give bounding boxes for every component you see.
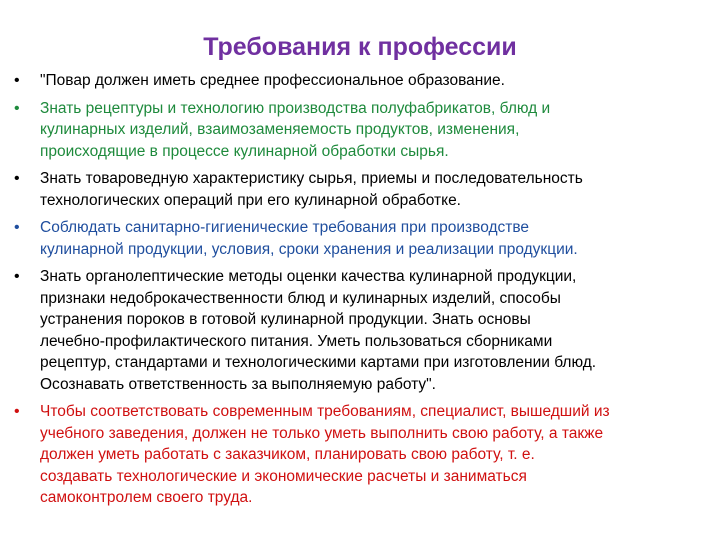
bullet-text: Соблюдать санитарно-гигиенические требования при производстве кулинарной продукции, условия, сроки хранения и реализации продукции.: [40, 219, 578, 258]
bullet-dot-icon: •: [14, 170, 20, 187]
bullet-item: [14, 217, 714, 260]
bullet-list: [14, 70, 714, 515]
bullet-dot-icon: •: [14, 99, 20, 117]
slide-title: Требования к профессии: [203, 33, 517, 61]
bullet-item: [14, 168, 714, 211]
bullet-dot-icon: •: [14, 72, 20, 89]
bullet-dot-icon: •: [14, 403, 20, 420]
bullet-dot-icon: •: [14, 219, 20, 236]
bullet-text: Знать органолептические методы оценки качества кулинарной продукции, признаки недоброкачественности блюд и кулинарных изделий, способы устранения пороков в готовой кулинарной продукции. Знать основы лечебно-профилактического питания. Уметь пользоваться сборниками рецептур, стандартами и технологическими картами при изготовлении блюд. Осознавать ответственность за выполняемую работу".: [40, 268, 597, 393]
bullet-dot-icon: •: [14, 268, 20, 285]
bullet-item: [14, 266, 714, 395]
bullet-item: [14, 401, 714, 509]
bullet-item: [14, 98, 714, 163]
bullet-text: Знать товароведную характеристику сырья, приемы и последовательность технологических операций при его кулинарной обработке.: [40, 170, 583, 209]
bullet-item: [14, 70, 714, 92]
bullet-text: "Повар должен иметь среднее профессиональное образование.: [40, 72, 505, 89]
bullet-text: Знать рецептуры и технологию производства полуфабрикатов, блюд и кулинарных изделий, взаимозаменяемость продуктов, изменения, происходящие в процессе кулинарной обработки сырья.: [40, 99, 551, 160]
bullet-text: Чтобы соответствовать современным требованиям, специалист, вышедший из учебного заведения, должен не только уметь выполнить свою работу, а также должен уметь работать с заказчиком, планировать свою работу, т. е. создавать технологические и экономические расчеты и заниматься самоконтролем своего труда.: [40, 403, 610, 506]
